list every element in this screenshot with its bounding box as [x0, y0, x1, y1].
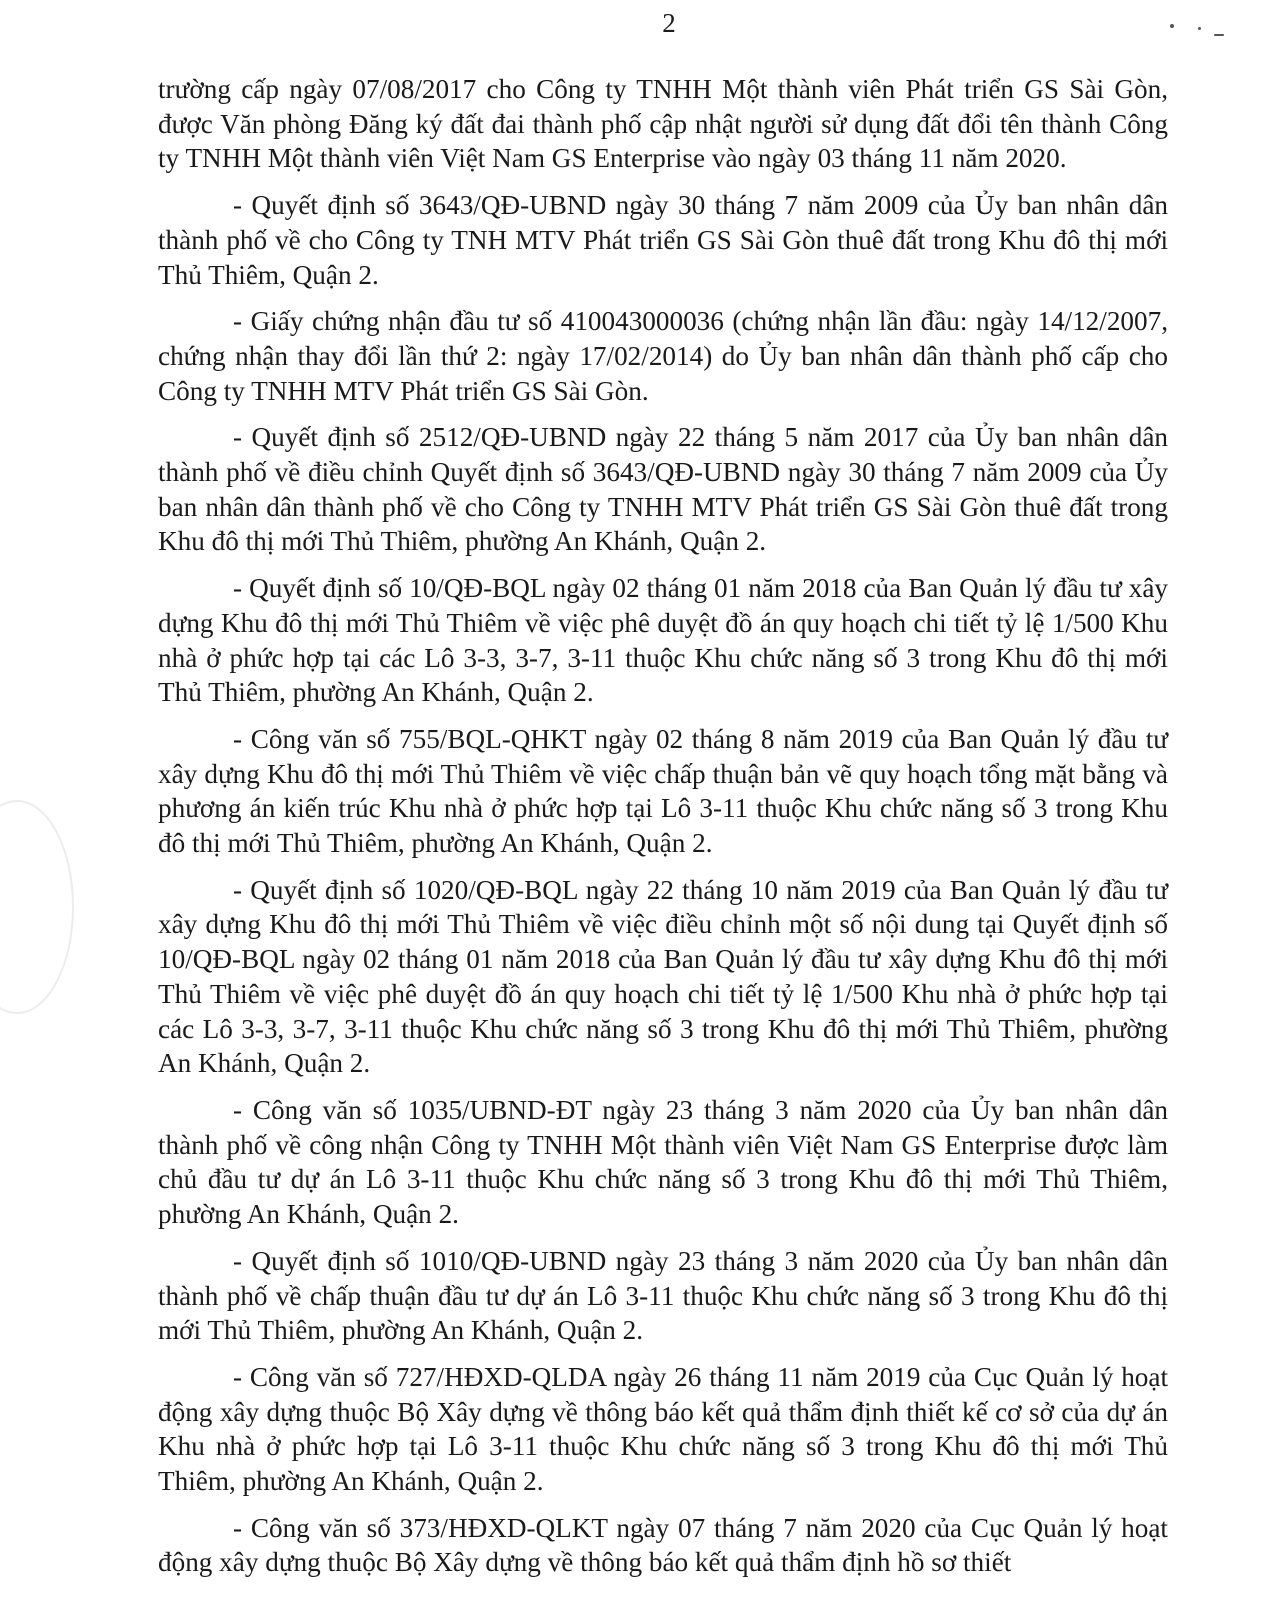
- paragraph-investment-certificate: - Giấy chứng nhận đầu tư số 410043000036 (chứng nhận lần đầu: ngày 14/12/2007, chứng nhận thay đổi lần thứ 2: ngày 17/02/2014) do Ủy ban nhân dân thành phố cấp cho Công ty TNHH MTV Phát triển GS Sài Gòn.: [158, 306, 1168, 406]
- document-body: [158, 72, 1168, 1592]
- faded-stamp-mark: [0, 800, 74, 1014]
- paragraph-decision-1010: - Quyết định số 1010/QĐ-UBND ngày 23 tháng 3 năm 2020 của Ủy ban nhân dân thành phố về chấp thuận đầu tư dự án Lô 3-11 thuộc Khu chức năng số 3 trong Khu đô thị mới Thủ Thiêm, phường An Khánh, Quận 2.: [158, 1245, 1168, 1346]
- paragraph-continuation: trường cấp ngày 07/08/2017 cho Công ty TNHH Một thành viên Phát triển GS Sài Gòn, được Văn phòng Đăng ký đất đai thành phố cập nhật người sử dụng đất đổi tên thành Công ty TNHH Một thành viên Việt Nam GS Enterprise vào ngày 03 tháng 11 năm 2020.: [158, 74, 1168, 174]
- paragraph-decision-10: - Quyết định số 10/QĐ-BQL ngày 02 tháng 01 năm 2018 của Ban Quản lý đầu tư xây dựng Khu đô thị mới Thủ Thiêm về việc phê duyệt đồ án quy hoạch chi tiết tỷ lệ 1/500 Khu nhà ở phức hợp tại các Lô 3-3, 3-7, 3-11 thuộc Khu chức năng số 3 trong Khu đô thị mới Thủ Thiêm, phường An Khánh, Quận 2.: [158, 573, 1168, 708]
- paragraph-dispatch-1035: - Công văn số 1035/UBND-ĐT ngày 23 tháng 3 năm 2020 của Ủy ban nhân dân thành phố về công nhận Công ty TNHH Một thành viên Việt Nam GS Enterprise được làm chủ đầu tư dự án Lô 3-11 thuộc Khu chức năng số 3 trong Khu đô thị mới Thủ Thiêm, phường An Khánh, Quận 2.: [158, 1094, 1168, 1230]
- paragraph-dispatch-727: - Công văn số 727/HĐXD-QLDA ngày 26 tháng 11 năm 2019 của Cục Quản lý hoạt động xây dựng thuộc Bộ Xây dựng về thông báo kết quả thẩm định thiết kế cơ sở của dự án Khu nhà ở phức hợp tại Lô 3-11 thuộc Khu chức năng số 3 trong Khu đô thị mới Thủ Thiêm, phường An Khánh, Quận 2.: [158, 1361, 1168, 1497]
- page-number: 2: [662, 8, 676, 38]
- paragraph-dispatch-373: - Công văn số 373/HĐXD-QLKT ngày 07 tháng 7 năm 2020 của Cục Quản lý hoạt động xây dựng thuộc Bộ Xây dựng về thông báo kết quả thẩm định hồ sơ thiết: [158, 1512, 1168, 1578]
- paragraph-decision-2512: - Quyết định số 2512/QĐ-UBND ngày 22 tháng 5 năm 2017 của Ủy ban nhân dân thành phố về điều chỉnh Quyết định số 3643/QĐ-UBND ngày 30 tháng 7 năm 2009 của Ủy ban nhân dân thành phố về cho Công ty TNHH MTV Phát triển GS Sài Gòn thuê đất trong Khu đô thị mới Thủ Thiêm, phường An Khánh, Quận 2.: [158, 422, 1168, 557]
- paragraph-decision-1020: - Quyết định số 1020/QĐ-BQL ngày 22 tháng 10 năm 2019 của Ban Quản lý đầu tư xây dựng Khu đô thị mới Thủ Thiêm về việc điều chỉnh một số nội dung tại Quyết định số 10/QĐ-BQL ngày 02 tháng 01 năm 2018 của Ban Quản lý đầu tư xây dựng Khu đô thị mới Thủ Thiêm về việc phê duyệt đồ án quy hoạch chi tiết tỷ lệ 1/500 Khu nhà ở phức hợp tại các Lô 3-3, 3-7, 3-11 thuộc Khu chức năng số 3 trong Khu đô thị mới Thủ Thiêm, phường An Khánh, Quận 2.: [158, 874, 1168, 1079]
- paragraph-dispatch-755: - Công văn số 755/BQL-QHKT ngày 02 tháng 8 năm 2019 của Ban Quản lý đầu tư xây dựng Khu đô thị mới Thủ Thiêm về việc chấp thuận bản vẽ quy hoạch tổng mặt bằng và phương án kiến trúc Khu nhà ở phức hợp tại Lô 3-11 thuộc Khu chức năng số 3 trong Khu đô thị mới Thủ Thiêm, phường An Khánh, Quận 2.: [158, 723, 1168, 859]
- paragraph-decision-3643: - Quyết định số 3643/QĐ-UBND ngày 30 tháng 7 năm 2009 của Ủy ban nhân dân thành phố về cho Công ty TNH MTV Phát triển GS Sài Gòn thuê đất trong Khu đô thị mới Thủ Thiêm, Quận 2.: [158, 190, 1168, 290]
